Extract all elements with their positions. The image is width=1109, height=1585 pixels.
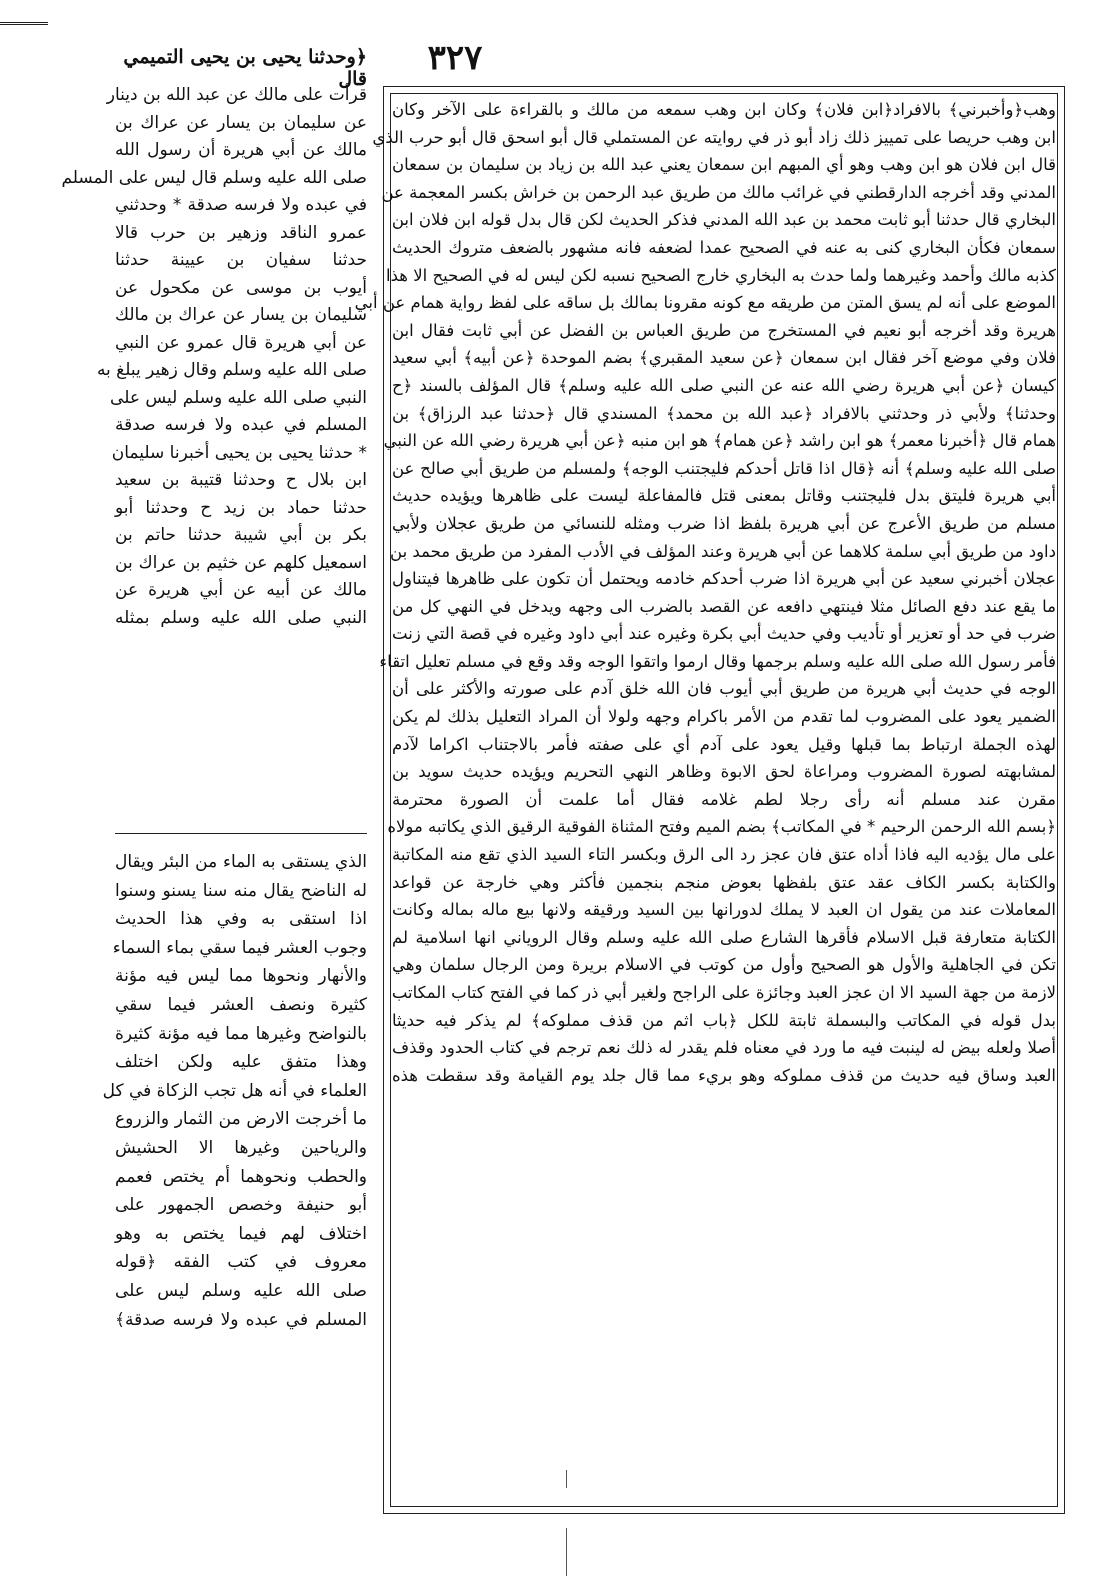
margin-line: اختلاف لهم فيما يختص به وهو (115, 1223, 367, 1244)
text-line: لازمة من جهة السيد الا ان عجز العبد وجائزة على الراجح ولغير أبي ذر كما في الفتح كتاب المكاتب (391, 983, 1056, 1002)
margin-line: مالك عن أبيه عن أبي هريرة عن (115, 580, 367, 600)
margin-line: النبي صلى الله عليه وسلم ليس على (110, 387, 367, 408)
margin-line: عن سليمان بن يسار عن عراك بن (115, 112, 367, 133)
text-line: داود من طريق أبي سلمة كلاهما عن أبي هريرة وعند المؤلف في الأدب المفرد من طريق محمد بن (390, 541, 1056, 561)
margin-line: والأنهار ونحوها مما ليس فيه مؤنة (115, 966, 367, 987)
text-line: هريرة وقد أخرجه أبو نعيم في المستخرج من طريق العباس بن الفضل عن أبي ثابت فقال ابن (392, 320, 1056, 340)
margin-line: العلماء في أنه هل تجب الزكاة في كل (102, 1080, 367, 1101)
text-line: وهب﴿وأخبرني﴾ بالافراد﴿ابن فلان﴾ وكان ابن وهب سمعه من مالك و بالقراءة على الآخر وكان (392, 100, 1056, 119)
text-line: المدني وقد أخرجه الدارقطني في غرائب مالك من طريق عبد الرحمن بن خراش بكسر المعجمة عن (381, 182, 1056, 202)
text-line: الوجه في حديث أبي هريرة من طريق أبي أيوب فان الله خلق آدم على صورته والأكثر على أن (392, 679, 1056, 699)
text-line: الكتابة متعارفة قبل الاسلام فأقرها الشارع صلى الله عليه وسلم وقال الروياني انها اسلامية لم (392, 927, 1056, 947)
corner-rule (0, 22, 48, 23)
text-line: العبد وساق فيه حديث من قذف مملوكه وهو بريء مما قال جلد يوم القيامة وقد سقطت هذه (392, 1065, 1056, 1085)
text-line: بدل قوله في المكاتب والبسملة ثابتة للكل ﴿باب اثم من قذف مملوكه﴾ لم يذكر فيه حديثا (392, 1010, 1056, 1030)
margin-line: اذا استقى به وفي هذا الحديث (115, 909, 367, 930)
margin-commentary-text (102, 848, 367, 1334)
text-line: ما يقع عند دفع الصائل مثلا فينتهي دافعه عن القصد بالضرب الى وجهه ويدخل في النهي كل من (392, 596, 1056, 616)
margin-line: والرياحين وغيرها الا الحشيش (115, 1137, 367, 1158)
margin-line: مالك عن أبي هريرة أن رسول الله (115, 140, 367, 160)
margin-line: عمرو الناقد وزهير بن حرب قالا (115, 222, 367, 243)
margin-line: قرأت على مالك عن عبد الله بن دينار (106, 85, 367, 105)
margin-line: ابن بلال ح وحدثنا قتيبة بن سعيد (115, 470, 367, 490)
margin-line: صلى الله عليه وسلم ليس على (115, 1280, 367, 1301)
page-number: ٣٢٧ (427, 38, 483, 78)
margin-line: ما أخرجت الارض من الثمار والزروع (115, 1109, 367, 1130)
text-line: أصلا ولعله بيض له لينبت فيه ما ورد في معناه فلم يقدر له ذلك نعم ترجم في كتاب الحدود وقذف (392, 1038, 1056, 1058)
text-line: البخاري قال حدثنا أبو ثابت محمد بن عبد الله المدني فذكر الحديث لكن قال بدل قوله ابن فلان ابن (391, 210, 1056, 230)
margin-line: * حدثنا يحيى بن يحيى أخبرنا سليمان (111, 442, 367, 463)
text-line: همام قال ﴿أخبرنا معمر﴾ هو ابن راشد ﴿عن همام﴾ هو ابن منبه ﴿عن أبي هريرة رضي الله عن النبي (383, 431, 1056, 451)
margin-line: المسلم في عبده ولا فرسه صدقة﴾ (115, 1309, 367, 1330)
margin-line: معروف في كتب الفقه ﴿قوله (115, 1252, 367, 1273)
margin-line: صلى الله عليه وسلم وقال زهير يبلغ به (96, 360, 367, 380)
text-line: ابن وهب حريصا على تمييز ذلك زاد أبو ذر في روايته عن المستملي قال أبو اسحق قال أبو حرب الذي (372, 127, 1056, 147)
margin-line: اسمعيل كلهم عن خثيم بن عراك بن (115, 552, 367, 573)
margin-line: أبو حنيفة وخصص الجمهور على (115, 1195, 367, 1216)
text-line: لهذه الجملة ارتباط بما قبلها وقيل يعود على آدم أي على صفته فأمر بالاجتناب اكراما لآدم (392, 734, 1056, 754)
text-line: على مال يؤديه اليه فاذا أداه عتق فان عجز رد الى الرق وبكسر التاء السيد الذي تقع منه المكاتبة (392, 845, 1056, 865)
text-line: لمشابهته لصورة المضروب ومراعاة لحق الابوة وظاهر النهي التحريم ويؤيده حديث سويد بن (392, 762, 1056, 782)
text-line: والكتابة بكسر الكاف عقد عتق بلفظها بعوض منجم بنجمين فأكثر وهي خارجة عن قواعد (392, 872, 1056, 892)
scan-mark (566, 1528, 567, 1576)
text-line: وحدثنا﴾ ولأبي ذر وحدثني بالافراد ﴿عبد الله بن محمد﴾ المسندي قال ﴿حدثنا عبد الرزاق﴾ بن (392, 403, 1056, 423)
margin-hadith-text (61, 82, 367, 632)
text-line: ﴿بسم الله الرحمن الرحيم * في المكاتب﴾ بضم الميم وفتح المثناة الفوقية الرقيق الذي يكاتبه مولاه (387, 817, 1056, 837)
main-commentary-text (354, 96, 1056, 1089)
corner-rule (0, 24, 48, 25)
margin-header: ﴿وحدثنا يحيى بن يحيى التميمي قال (123, 46, 367, 90)
text-line: عجلان أخبرني سعيد عن أبي هريرة اذا ضرب أحدكم خادمه ويحتمل أن تكون على ظاهرها فيتناول (392, 569, 1056, 589)
margin-line: صلى الله عليه وسلم قال ليس على المسلم (61, 167, 367, 188)
text-line: فأمر رسول الله صلى الله عليه وسلم برجمها وقال ارموا واتقوا الوجه وقد وقع في مسلم تعليل اتقاء (379, 651, 1056, 671)
text-line: تكن في الجاهلية والأول هو الصحيح وأول من كوتب في الاسلام بريرة ومن الرجال سلمان وهي (392, 955, 1056, 975)
margin-line: أيوب بن موسى عن مكحول عن (115, 277, 367, 298)
margin-line: وجوب العشر فيما سقي بماء السماء (112, 937, 367, 958)
margin-line: النبي صلى الله عليه وسلم بمثله (115, 607, 367, 628)
margin-line: وهذا متفق عليه ولكن اختلف (115, 1052, 367, 1073)
margin-line: عن أبي هريرة قال عمرو عن النبي (115, 332, 367, 353)
margin-line: المسلم في عبده ولا فرسه صدقة (115, 415, 367, 435)
margin-line: في عبده ولا فرسه صدقة * وحدثني (115, 195, 367, 215)
margin-line: سليمان بن يسار عن عراك بن مالك (115, 305, 367, 325)
text-line: مقرن عند مسلم أنه رأى رجلا لطم غلامه فقال أما علمت أن الصورة محترمة (392, 789, 1056, 809)
margin-line: له الناضح يقال منه سنا يسنو وسنوا (115, 880, 367, 901)
margin-divider (115, 833, 367, 834)
text-line: فلان وفي موضع آخر فقال ابن سمعان ﴿عن سعيد المقبري﴾ بضم الموحدة ﴿عن أبيه﴾ أبي سعيد (392, 348, 1056, 368)
margin-line: حدثنا حماد بن زيد ح وحدثنا أبو (115, 497, 367, 518)
text-line: أبي هريرة فليتق بدل فليجتنب وقاتل بمعنى قتل فالمفاعلة ليست على ظاهرها ويؤيده حديث (392, 486, 1056, 506)
text-line: ضرب في حد أو تعزير أو تأديب وفي حديث أبي بكرة وغيره عند أبي داود وغيره في قصة التي زنت (392, 624, 1056, 644)
text-line: سمعان فكأن البخاري كنى به عنه في الصحيح عمدا لضعفه فانه مشهور بالضعف متروك الحديث (392, 237, 1056, 257)
text-line: صلى الله عليه وسلم﴾ أنه ﴿قال اذا قاتل أحدكم فليجتنب الوجه﴾ ولمسلم من طريق أبي صالح عن (392, 458, 1056, 478)
margin-line: والحطب ونحوهما أم يختص فعمم (115, 1166, 367, 1187)
margin-line: بكر بن أبي شيبة حدثنا حاتم بن (115, 525, 367, 545)
text-line: كيسان ﴿عن أبي هريرة رضي الله عنه عن النبي صلى الله عليه وسلم﴾ قال المؤلف بالسند ﴿ح (392, 375, 1056, 395)
text-line: الضمير يعود على المضروب لما تقدم من الأمر باكرام وجهه ولولا أن المراد التعليل بذلك لم يكن (392, 707, 1056, 727)
text-line: مسلم من طريق الأعرج عن أبي هريرة بلفظ اذا ضرب ومثله للنسائي من طريق عجلان ولأبي (392, 513, 1056, 533)
margin-line: كثيرة ونصف العشر فيما سقي (115, 994, 367, 1015)
margin-line: حدثنا سفيان بن عيينة حدثنا (115, 250, 367, 270)
text-line: قال ابن فلان هو ابن وهب وهو أي المبهم ابن سمعان يعني عبد الله بن زياد بن سليمان بن سمعان (392, 155, 1056, 175)
text-line: كذبه مالك وأحمد وغيرهما ولما حدث به البخاري خارج الصحيح نسبه لكن ليس له في الصحيح الا هذا (386, 265, 1056, 285)
text-line: المعاملات عند من يقول ان العبد لا يملك لدورانها بين السيد ورقيقه ولانها بيع ماله بماله وكانت (392, 900, 1056, 920)
margin-line: بالنواضح وغيرها مما فيه مؤنة كثيرة (115, 1023, 367, 1044)
text-line: الموضع على أنه لم يسق المتن من طريقه مع كونه مقرونا بمالك بل ساقه على لفظ رواية همام عن أبي (354, 293, 1056, 313)
scan-mark (566, 1470, 567, 1488)
margin-line: الذي يستقى به الماء من البئر ويقال (115, 852, 367, 872)
